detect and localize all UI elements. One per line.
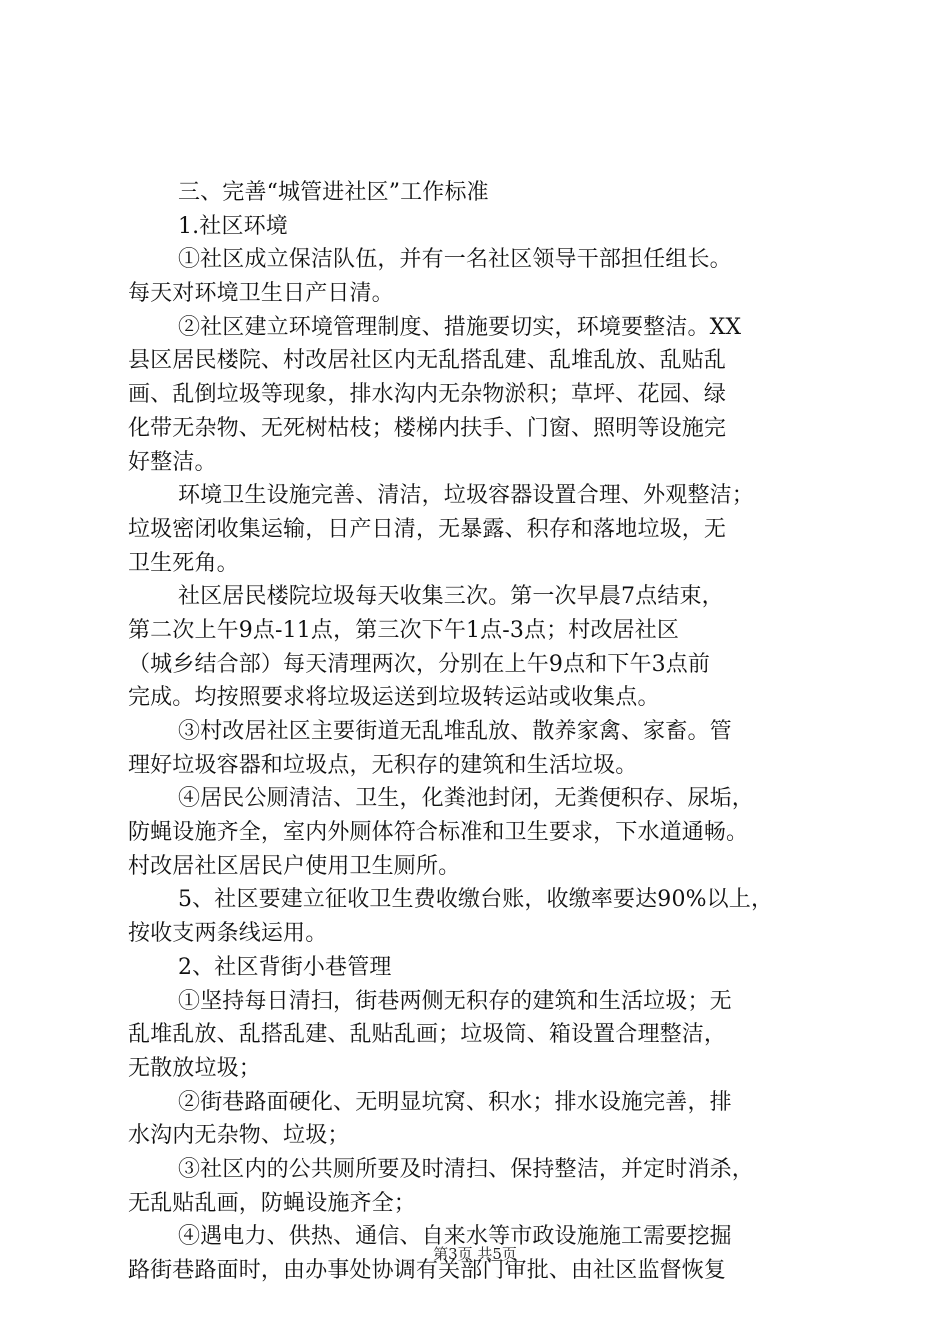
text-line: ③社区内的公共厕所要及时清扫、保持整洁，并定时消杀，: [178, 1156, 754, 1182]
text-line: 无乱贴乱画，防蝇设施齐全；: [128, 1190, 416, 1216]
text-line: 无散放垃圾；: [128, 1055, 261, 1081]
text-line: 每天对环境卫生日产日清。: [128, 281, 394, 307]
text-line: 1.社区环境: [178, 213, 288, 239]
text-line: 环境卫生设施完善、清洁，垃圾容器设置合理、外观整洁；: [178, 483, 754, 509]
text-line: 乱堆乱放、乱搭乱建、乱贴乱画；垃圾筒、箱设置合理整洁，: [128, 1022, 727, 1048]
text-line: 好整洁。: [128, 449, 217, 475]
text-line: ④居民公厕清洁、卫生，化粪池封闭，无粪便积存、尿垢，: [178, 786, 754, 812]
text-line: 画、乱倒垃圾等现象，排水沟内无杂物淤积；草坪、花园、绿: [128, 382, 727, 408]
document-body: [128, 176, 832, 1288]
text-line: ②街巷路面硬化、无明显坑窝、积水；排水设施完善，排: [178, 1089, 732, 1115]
text-line: ④遇电力、供热、通信、自来水等市政设施施工需要挖掘: [178, 1224, 732, 1250]
text-line: 2、社区背街小巷管理: [178, 954, 392, 980]
text-line: 5、社区要建立征收卫生费收缴台账，收缴率要达90%以上，: [178, 887, 774, 913]
text-line: 三、完善“城管进社区”工作标准: [178, 180, 489, 205]
text-line: 化带无杂物、无死树枯枝；楼梯内扶手、门窗、照明等设施完: [128, 415, 727, 441]
text-line: ①坚持每日清扫，街巷两侧无积存的建筑和生活垃圾；无: [178, 988, 732, 1014]
text-line: 完成。均按照要求将垃圾运送到垃圾转运站或收集点。: [128, 685, 660, 711]
text-line: 卫生死角。: [128, 550, 239, 576]
text-line: ③村改居社区主要街道无乱堆乱放、散养家禽、家畜。管: [178, 719, 732, 744]
text-line: 按收支两条线运用。: [128, 921, 328, 947]
text-line: 县区居民楼院、村改居社区内无乱搭乱建、乱堆乱放、乱贴乱: [128, 348, 727, 374]
text-line: 第二次上午9点-11点，第三次下午1点-3点；村改居社区: [128, 617, 680, 643]
page-footer: 第3页 共5页: [433, 1245, 517, 1263]
text-line: 路街巷路面时，由办事处协调有关部门审批、由社区监督恢复: [128, 1258, 727, 1283]
text-line: 理好垃圾容器和垃圾点，无积存的建筑和生活垃圾。: [128, 752, 638, 778]
text-line: 防蝇设施齐全，室内外厕体符合标准和卫生要求，下水道通畅。: [128, 820, 749, 846]
text-line: （城乡结合部）每天清理两次，分别在上午9点和下午3点前: [128, 651, 711, 677]
text-line: ①社区成立保洁队伍，并有一名社区领导干部担任组长。: [178, 247, 732, 273]
text-line: ②社区建立环境管理制度、措施要切实，环境要整洁。XX: [178, 314, 742, 340]
text-line: 垃圾密闭收集运输，日产日清，无暴露、积存和落地垃圾，无: [128, 516, 727, 542]
text-line: 水沟内无杂物、垃圾；: [128, 1123, 350, 1149]
text-line: 社区居民楼院垃圾每天收集三次。第一次早晨7点结束，: [178, 584, 724, 610]
text-line: 村改居社区居民户使用卫生厕所。: [128, 853, 461, 879]
